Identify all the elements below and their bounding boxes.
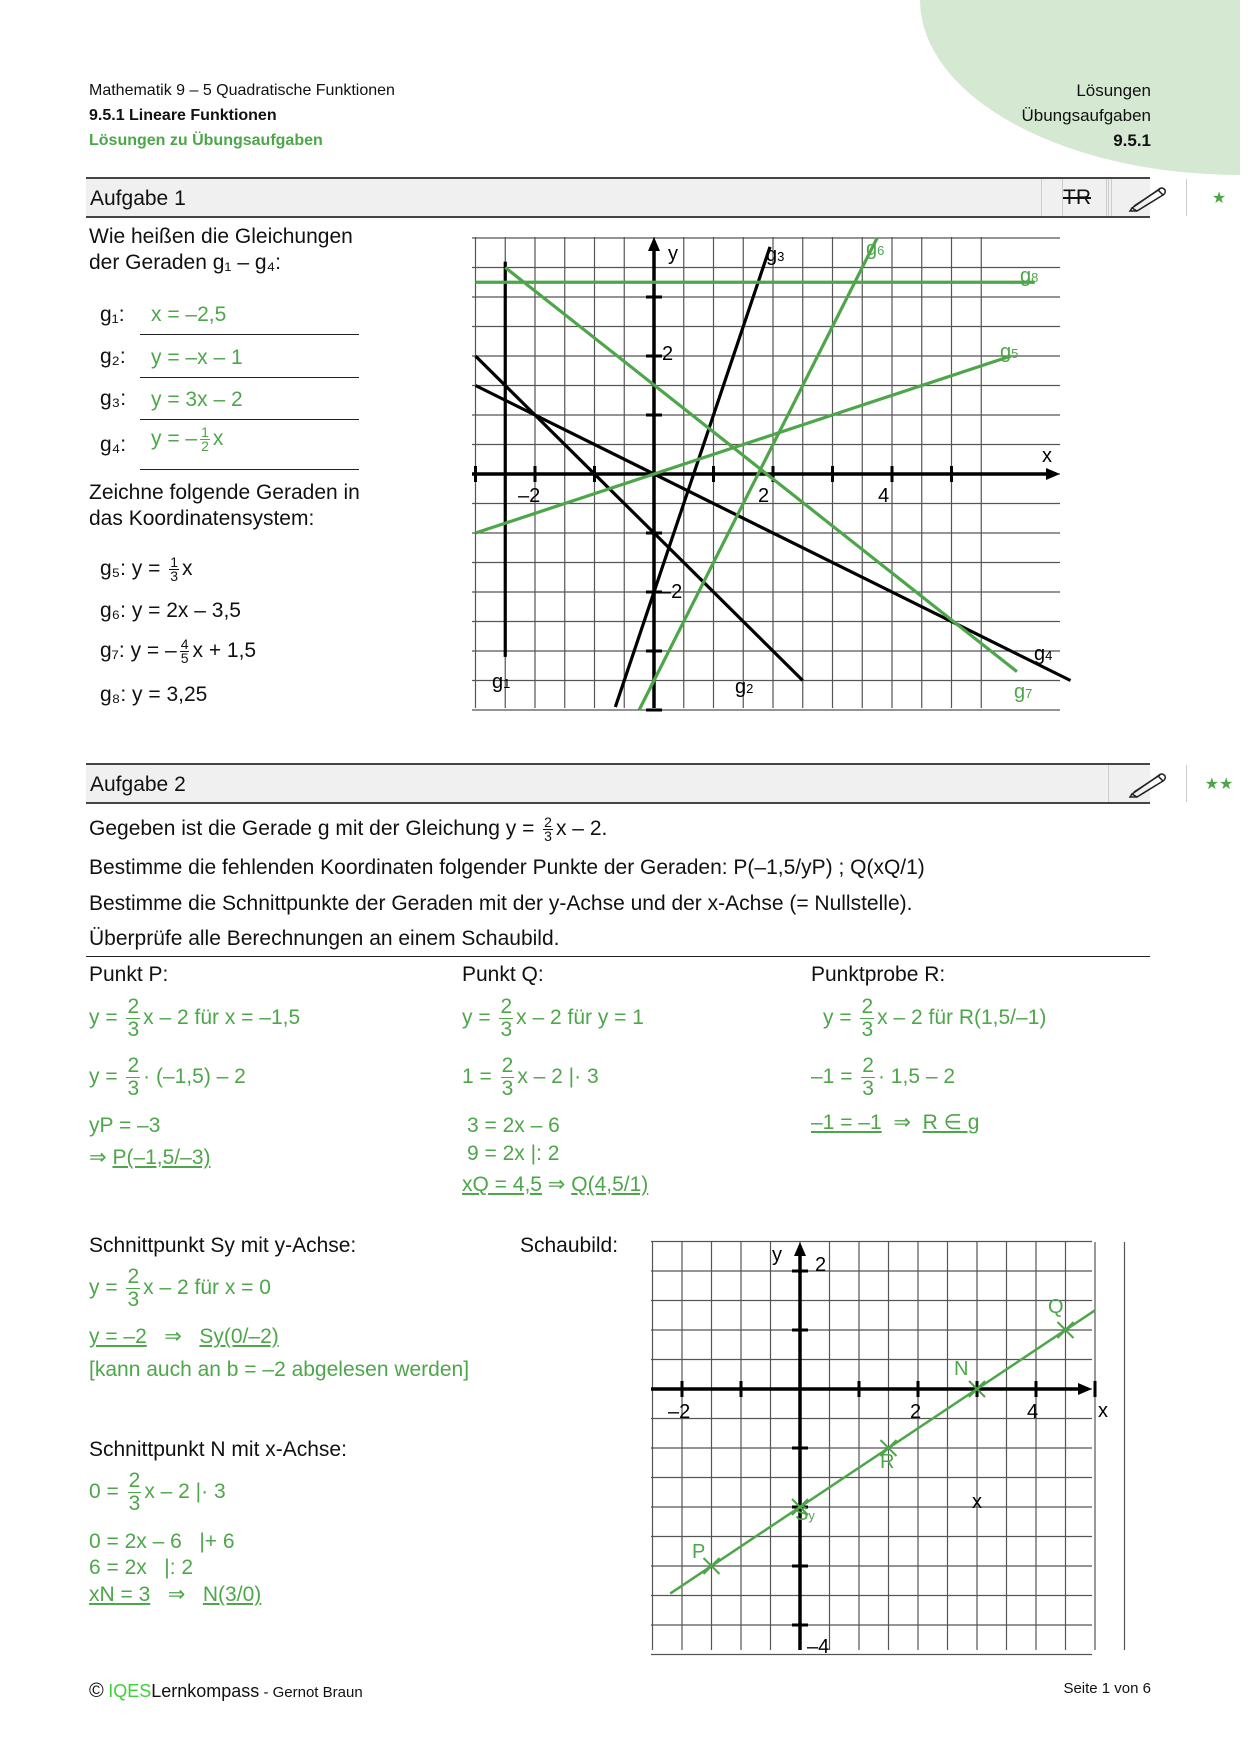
difficulty-stars: ★ bbox=[1186, 179, 1251, 216]
draw-g8: g₈: y = 3,25 bbox=[100, 683, 208, 706]
point-q-title: Punkt Q: bbox=[462, 963, 544, 986]
svg-text:P: P bbox=[692, 1541, 706, 1563]
answer-g4-label: g₄: bbox=[100, 433, 127, 456]
svg-text:–2: –2 bbox=[518, 485, 541, 507]
n-line3: 6 = 2x |: 2 bbox=[89, 1556, 194, 1579]
svg-text:2: 2 bbox=[815, 1254, 827, 1276]
svg-text:–2: –2 bbox=[668, 1401, 691, 1423]
point-q-line4: 9 = 2x |: 2 bbox=[467, 1142, 560, 1165]
header-right-code: 9.5.1 bbox=[1113, 131, 1151, 150]
svg-text:g5: g5 bbox=[1000, 341, 1019, 363]
point-p-line3: yP = –3 bbox=[89, 1114, 161, 1137]
point-q-line1: y = $\frac{2}{3}$ x – 2 für y = 1 bbox=[462, 995, 644, 1041]
schaubild-label: Schaubild: bbox=[520, 1234, 619, 1257]
answer-g4: y = – $\frac{1}{2}$ x bbox=[151, 424, 224, 454]
point-q-line3: 3 = 2x – 6 bbox=[467, 1114, 560, 1137]
svg-text:4: 4 bbox=[1027, 1401, 1039, 1423]
answer-g2-label: g₂: bbox=[100, 345, 126, 368]
answer-g3: y = 3x – 2 bbox=[151, 388, 243, 411]
section-title: Lösungen zu Übungsaufgaben bbox=[89, 132, 323, 149]
svg-text:Q: Q bbox=[1048, 1296, 1064, 1318]
chart-task1 bbox=[472, 236, 1062, 710]
svg-text:g8: g8 bbox=[1020, 265, 1039, 287]
header-right-line1: Lösungen bbox=[1076, 81, 1151, 100]
svg-text:y: y bbox=[772, 1244, 782, 1266]
svg-text:g4: g4 bbox=[1034, 643, 1053, 665]
point-p-line2: y = $\frac{2}{3}$ · (–1,5) – 2 bbox=[89, 1054, 246, 1100]
svg-text:Sy: Sy bbox=[795, 1503, 815, 1525]
pencil-icon bbox=[1108, 179, 1187, 216]
course-title: Mathematik 9 – 5 Quadratische Funktionen bbox=[89, 82, 395, 99]
task2-intro: Gegeben ist die Gerade g mit der Gleichung y = $\frac{2}{3}$ x – 2. bbox=[89, 814, 608, 844]
svg-text:2: 2 bbox=[758, 485, 770, 507]
page-number: Seite 1 von 6 bbox=[1063, 1680, 1151, 1697]
sy-result: y = –2 ⇒ Sy(0/–2) bbox=[89, 1325, 279, 1348]
task2-line2: Bestimme die fehlenden Koordinaten folgender Punkte der Geraden: P(–1,5/yP) ; Q(xQ/1) bbox=[89, 856, 925, 879]
draw-g6: g₆: y = 2x – 3,5 bbox=[100, 599, 241, 622]
point-p-line1: y = $\frac{2}{3}$ x – 2 für x = –1,5 bbox=[89, 995, 301, 1041]
header-right bbox=[1021, 78, 1151, 153]
svg-text:–4: –4 bbox=[807, 1636, 830, 1658]
svg-text:–2: –2 bbox=[660, 581, 683, 603]
chart-schaubild bbox=[651, 1240, 1108, 1658]
svg-text:g7: g7 bbox=[1014, 681, 1033, 703]
sy-title: Schnittpunkt Sy mit y-Achse: bbox=[89, 1234, 357, 1257]
svg-text:N: N bbox=[954, 1358, 969, 1380]
calculator-crossed-icon: TR bbox=[1041, 179, 1112, 216]
svg-text:y: y bbox=[668, 243, 678, 265]
point-p-result: ⇒ P(–1,5/–3) bbox=[89, 1146, 211, 1169]
header-left bbox=[89, 78, 395, 153]
task2-title: Aufgabe 2 bbox=[90, 773, 186, 796]
point-r-title: Punktprobe R: bbox=[811, 963, 946, 986]
point-r-result: –1 = –1 ⇒ R ∈ g bbox=[811, 1111, 980, 1134]
task1-title: Aufgabe 1 bbox=[90, 187, 186, 210]
task2-header bbox=[86, 763, 1234, 804]
svg-text:2: 2 bbox=[910, 1401, 922, 1423]
difficulty-stars: ★★ bbox=[1186, 765, 1251, 802]
task1-header bbox=[86, 177, 1227, 218]
svg-text:x: x bbox=[1098, 1400, 1108, 1422]
answer-g3-label: g₃: bbox=[100, 387, 127, 410]
svg-text:x: x bbox=[972, 1491, 982, 1513]
answer-g2: y = –x – 1 bbox=[151, 346, 243, 369]
n-title: Schnittpunkt N mit x-Achse: bbox=[89, 1438, 347, 1461]
svg-text:R: R bbox=[880, 1451, 895, 1473]
footer-brand: © IQESLernkompass - Gernot Braun bbox=[89, 1680, 363, 1702]
svg-text:g6: g6 bbox=[866, 238, 885, 260]
n-line2: 0 = 2x – 6 |+ 6 bbox=[89, 1530, 235, 1553]
answer-g1: x = –2,5 bbox=[151, 303, 227, 326]
task1-question: Wie heißen die Gleichungen der Geraden g₁ – g₄: bbox=[89, 225, 353, 274]
point-r-line1: y = $\frac{2}{3}$ x – 2 für R(1,5/–1) bbox=[823, 995, 1047, 1041]
svg-text:x: x bbox=[1042, 445, 1052, 467]
chapter-title: 9.5.1 Lineare Funktionen bbox=[89, 107, 277, 124]
task2-line3: Bestimme die Schnittpunkte der Geraden mit der y-Achse und der x-Achse (= Nullstelle). bbox=[89, 892, 913, 915]
svg-text:4: 4 bbox=[878, 485, 890, 507]
point-r-line2: –1 = $\frac{2}{3}$ · 1,5 – 2 bbox=[811, 1054, 956, 1100]
pencil-icon bbox=[1108, 765, 1187, 802]
answer-g1-label: g₁: bbox=[100, 303, 125, 326]
sy-line1: y = $\frac{2}{3}$ x – 2 für x = 0 bbox=[89, 1265, 271, 1311]
sy-note: [kann auch an b = –2 abgelesen werden] bbox=[89, 1358, 470, 1381]
task1-draw-instruction: Zeichne folgende Geraden in das Koordinatensystem: bbox=[89, 481, 360, 530]
n-line1: 0 = $\frac{2}{3}$ x – 2 |· 3 bbox=[89, 1469, 226, 1515]
svg-text:g2: g2 bbox=[735, 676, 754, 698]
header-right-line2: Übungsaufgaben bbox=[1021, 106, 1151, 125]
task2-line4: Überprüfe alle Berechnungen an einem Schaubild. bbox=[89, 927, 560, 950]
draw-g7: g₇: y = – $\frac{4}{5}$ x + 1,5 bbox=[100, 636, 257, 666]
point-q-line2: 1 = $\frac{2}{3}$ x – 2 |· 3 bbox=[462, 1054, 599, 1100]
svg-text:g3: g3 bbox=[766, 244, 785, 266]
draw-g5: g₅: y = $\frac{1}{3}$ x bbox=[100, 554, 193, 584]
n-result: xN = 3 ⇒ N(3/0) bbox=[89, 1583, 262, 1606]
svg-text:g1: g1 bbox=[492, 671, 511, 693]
point-q-result: xQ = 4,5 ⇒ Q(4,5/1) bbox=[462, 1173, 649, 1196]
svg-text:2: 2 bbox=[662, 343, 674, 365]
point-p-title: Punkt P: bbox=[89, 963, 169, 986]
